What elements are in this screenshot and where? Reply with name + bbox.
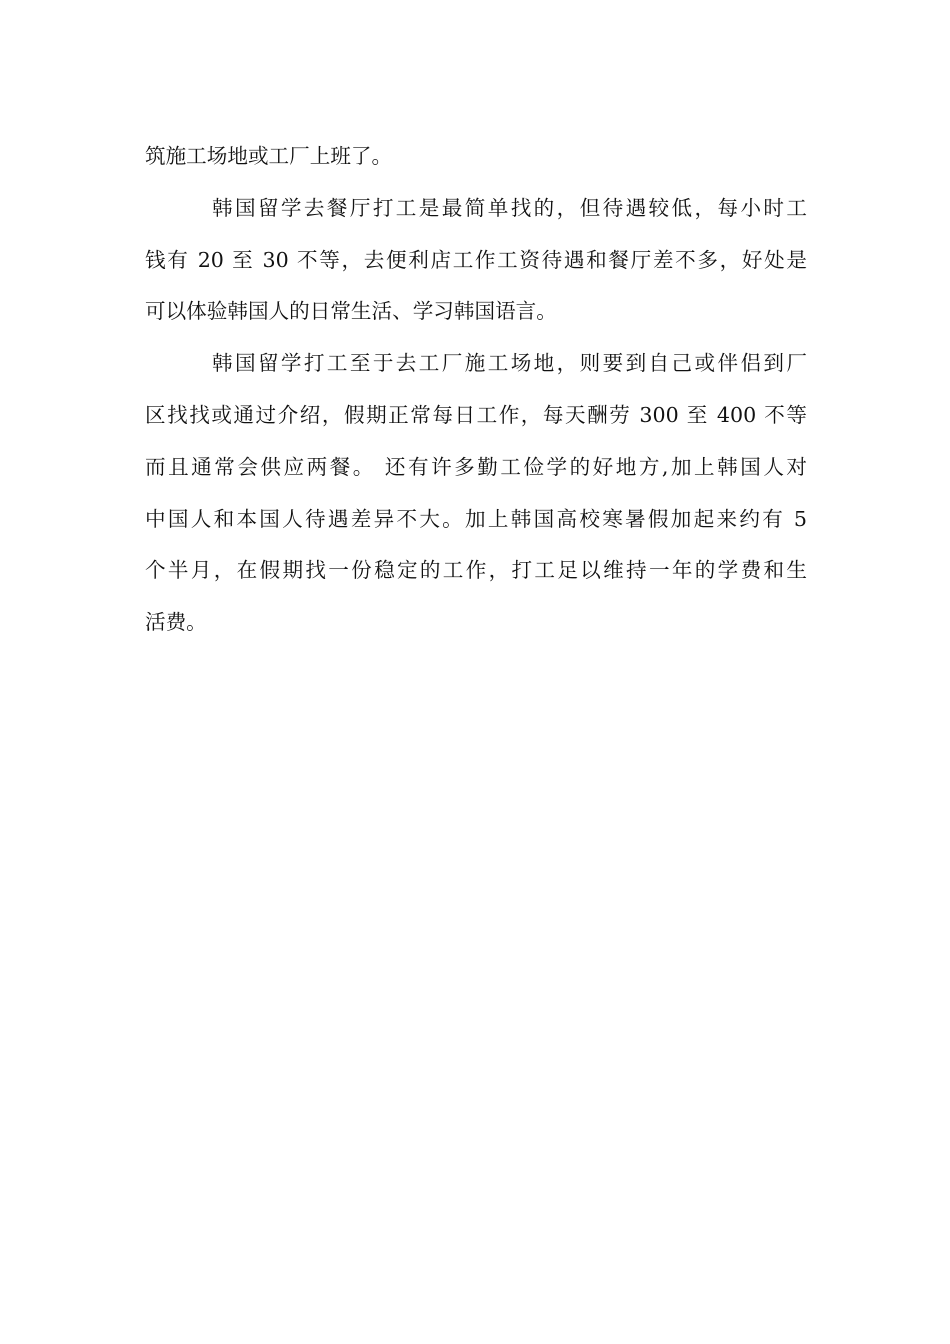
paragraph-3-line-5: 个半月，在假期找一份稳定的工作，打工足以维持一年的学费和生 [145, 558, 807, 583]
paragraph-2-line-2: 钱有 20 至 30 不等，去便利店工作工资待遇和餐厅差不多，好处是 [145, 247, 807, 272]
body-text [145, 131, 807, 649]
paragraph-3-line-1: 韩国留学打工至于去工厂施工场地，则要到自己或伴侣到厂 [212, 351, 807, 376]
paragraph-3-line-3: 而且通常会供应两餐。 还有许多勤工俭学的好地方,加上韩国人对 [145, 454, 807, 479]
paragraph-1-line-1: 筑施工场地或工厂上班了。 [145, 144, 393, 168]
paragraph-2-line-1: 韩国留学去餐厅打工是最简单找的，但待遇较低，每小时工 [212, 195, 807, 220]
paragraph-2-line-3: 可以体验韩国人的日常生活、学习韩国语言。 [145, 299, 557, 324]
paragraph-3-line-6: 活费。 [145, 610, 207, 635]
paragraph-3-line-2: 区找找或通过介绍，假期正常每日工作，每天酬劳 300 至 400 不等 [145, 402, 807, 427]
paragraph-3-line-4: 中国人和本国人待遇差异不大。加上韩国高校寒暑假加起来约有 5 [145, 506, 807, 531]
